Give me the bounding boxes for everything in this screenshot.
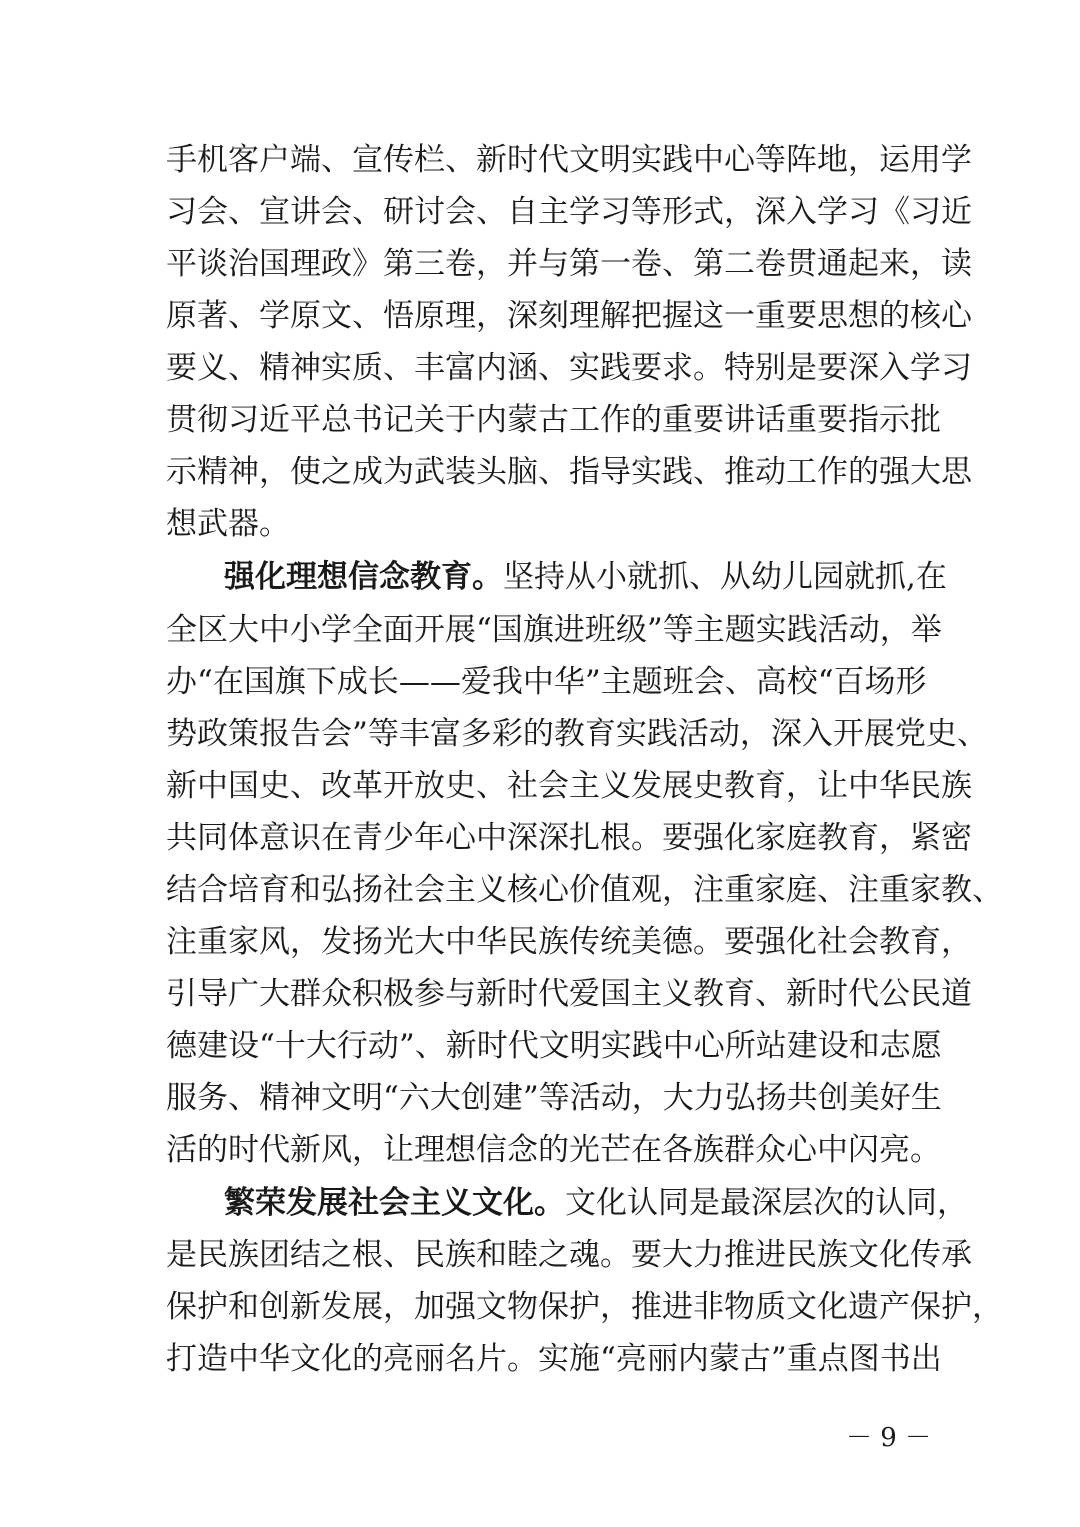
body-text-line: 结合培育和弘扬社会主义核心价值观，注重家庭、注重家教、 [166,872,1003,908]
section-text: 文化认同是最深层次的认同， [565,1185,968,1221]
body-text-line: 要义、精神实质、丰富内涵、实践要求。特别是要深入学习 [166,350,972,386]
body-text-line: 贯彻习近平总书记关于内蒙古工作的重要讲话重要指示批 [166,402,941,438]
body-text-line: 办“在国旗下成长——爱我中华”主题班会、高校“百场形 [166,664,927,700]
body-text-line: 势政策报告会”等丰富多彩的教育实践活动，深入开展党史、 [166,716,988,752]
body-text-line: 新中国史、改革开放史、社会主义发展史教育，让中华民族 [166,768,972,804]
body-text-line: 引导广大群众积极参与新时代爱国主义教育、新时代公民道 [166,976,972,1012]
body-text-line: 服务、精神文明“六大创建”等活动，大力弘扬共创美好生 [166,1080,942,1116]
section-text: 坚持从小就抓、从幼儿园就抓,在 [503,559,947,595]
body-text-line: 保护和创新发展，加强文物保护，推进非物质文化遗产保护， [166,1289,1003,1325]
section-heading: 繁荣发展社会主义文化。 [224,1185,565,1221]
body-text-line: 注重家风，发扬光大中华民族传统美德。要强化社会教育， [166,924,972,960]
body-text-line: 平谈治国理政》第三卷，并与第一卷、第二卷贯通起来，读 [166,246,972,282]
body-text-line: 原著、学原文、悟原理，深刻理解把握这一重要思想的核心 [166,298,972,334]
body-text-line: 共同体意识在青少年心中深深扎根。要强化家庭教育，紧密 [166,820,972,856]
body-text-line: 习会、宣讲会、研讨会、自主学习等形式，深入学习《习近 [166,194,972,230]
section-heading: 强化理想信念教育。 [224,559,503,595]
body-text-line: 手机客户端、宣传栏、新时代文明实践中心等阵地，运用学 [166,142,972,178]
body-text-line: 想武器。 [166,506,290,542]
body-text-line: 打造中华文化的亮丽名片。实施“亮丽内蒙古”重点图书出 [166,1341,942,1377]
page-number: － 9 － [846,1423,932,1453]
body-text-line: 德建设“十大行动”、新时代文明实践中心所站建设和志愿 [166,1028,942,1064]
section-first-line [166,550,947,604]
body-text-line: 是民族团结之根、民族和睦之魂。要大力推进民族文化传承 [166,1237,972,1273]
section-first-line [166,1176,968,1230]
body-text-line: 活的时代新风，让理想信念的光芒在各族群众心中闪亮。 [166,1132,941,1168]
body-text-line: 示精神，使之成为武装头脑、指导实践、推动工作的强大思 [166,454,972,490]
body-text-line: 全区大中小学全面开展“国旗进班级”等主题实践活动，举 [166,612,942,648]
